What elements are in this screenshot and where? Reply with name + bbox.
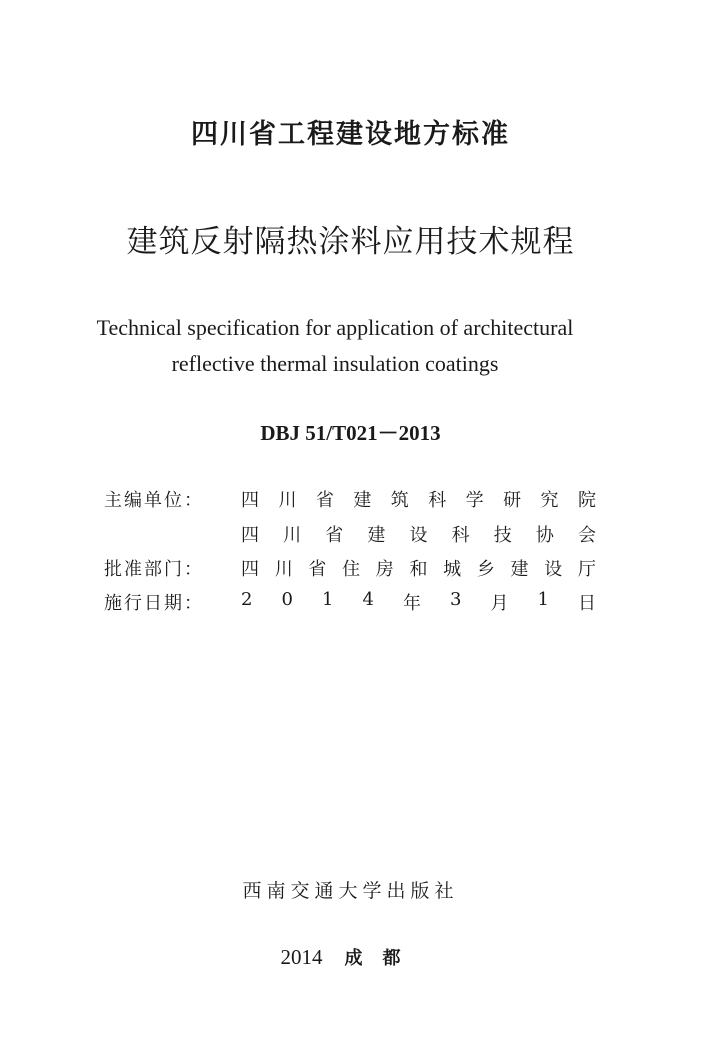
info-char: 乡 bbox=[476, 559, 495, 580]
info-char: 院 bbox=[577, 490, 596, 511]
info-char: 技 bbox=[493, 525, 512, 546]
info-char: 3 bbox=[449, 589, 462, 610]
info-char: 四 bbox=[241, 525, 259, 546]
document-title-chinese: 建筑反射隔热涂料应用技术规程 bbox=[126, 224, 575, 260]
info-char: 四 bbox=[241, 490, 259, 511]
info-char: 四 bbox=[241, 559, 259, 580]
info-char: 省 bbox=[325, 525, 344, 546]
info-char: 省 bbox=[315, 490, 334, 511]
effective-date-value bbox=[241, 589, 596, 615]
info-char: 协 bbox=[535, 525, 554, 546]
publisher-name: 西南交通大学出版社 bbox=[242, 880, 459, 902]
info-char: 月 bbox=[490, 593, 509, 614]
document-title-english bbox=[0, 310, 670, 382]
info-char: 设 bbox=[409, 525, 428, 546]
info-char: 究 bbox=[540, 490, 559, 511]
series-title: 四川省工程建设地方标准 bbox=[191, 119, 510, 150]
imprint-city: 成都 bbox=[344, 948, 421, 969]
info-char: 川 bbox=[278, 490, 297, 511]
info-char: 厅 bbox=[577, 559, 596, 580]
effective-date-label: 施行日期： bbox=[104, 593, 204, 614]
info-char: 4 bbox=[362, 589, 374, 610]
info-char: 科 bbox=[428, 490, 447, 511]
approval-dept-label: 批准部门： bbox=[104, 559, 204, 580]
info-char: 设 bbox=[544, 559, 563, 580]
info-char: 学 bbox=[465, 490, 484, 511]
approval-dept-value bbox=[241, 555, 596, 581]
info-char: 年 bbox=[402, 593, 421, 614]
info-char: 0 bbox=[281, 589, 293, 610]
info-char: 研 bbox=[503, 490, 522, 511]
info-char: 城 bbox=[443, 559, 462, 580]
info-char: 建 bbox=[367, 525, 386, 546]
info-char: 房 bbox=[375, 559, 394, 580]
imprint bbox=[0, 944, 701, 970]
chief-editor-unit-2 bbox=[241, 521, 596, 547]
english-title-line-1: Technical specification for application of architectural bbox=[96, 315, 574, 340]
standard-code: DBJ 51/T021－2013 bbox=[260, 421, 441, 445]
info-char: 1 bbox=[321, 589, 334, 610]
chief-editor-unit-1 bbox=[241, 486, 596, 512]
info-char: 会 bbox=[578, 525, 596, 546]
info-char: 2 bbox=[241, 589, 253, 610]
english-title-line-2: reflective thermal insulation coatings bbox=[171, 351, 499, 376]
info-char: 和 bbox=[409, 559, 428, 580]
info-char: 省 bbox=[308, 559, 327, 580]
info-char: 科 bbox=[451, 525, 470, 546]
info-char: 建 bbox=[510, 559, 529, 580]
imprint-year: 2014 bbox=[280, 945, 323, 969]
info-char: 筑 bbox=[390, 490, 409, 511]
info-char: 日 bbox=[577, 593, 596, 614]
info-char: 川 bbox=[274, 559, 293, 580]
info-char: 建 bbox=[353, 490, 372, 511]
info-char: 川 bbox=[283, 525, 302, 546]
chief-editor-label: 主编单位： bbox=[104, 490, 204, 511]
info-char: 1 bbox=[537, 589, 549, 610]
info-char: 住 bbox=[342, 559, 361, 580]
